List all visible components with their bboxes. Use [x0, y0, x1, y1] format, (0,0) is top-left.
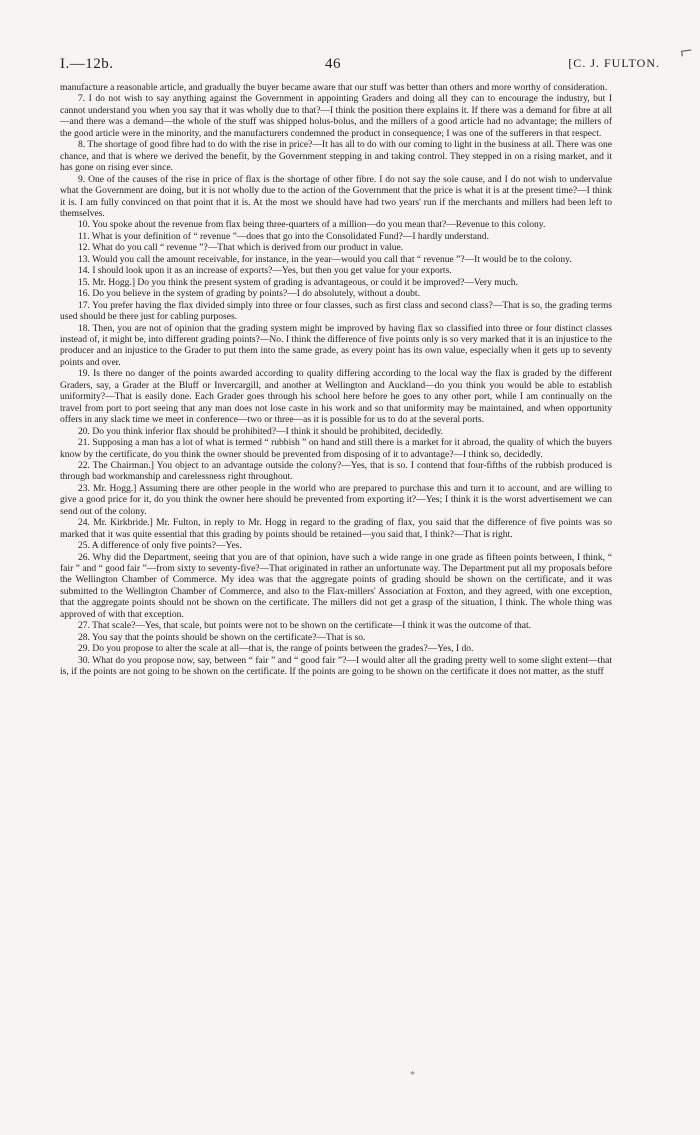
paragraph: 13. Would you call the amount receivable, for instance, in the year—would you call that “ revenue ”?—It would be to the colony. [78, 253, 572, 265]
running-header [60, 56, 660, 78]
paragraph: 11. What is your definition of “ revenue ”—does that go into the Consolidated Fund?—I hardly understand. [78, 230, 489, 242]
paragraph: 20. Do you think inferior flax should be prohibited?—I think it should be prohibited, decidedly. [78, 425, 444, 437]
paragraph: 23. Mr. Hogg.] Assuming there are other people in the world who are prepared to purchase this and turn it to account, and are willing to give a good price for it, do you think the owner here should be prevented from exporting it?—Yes; I think it is the worst advertisement we can send out of the colony. [60, 482, 612, 517]
paragraph: 24. Mr. Kirkbride.] Mr. Fulton, in reply to Mr. Hogg in regard to the grading of flax, you said that the difference of five points was so marked that it was quite essential that this grading by points should be retained—you said that, I think?—That is right. [60, 517, 612, 540]
witness-name: [C. J. FULTON. [568, 56, 660, 70]
paragraph: 21. Supposing a man has a lot of what is termed “ rubbish ” on hand and still there is a market for it abroad, the quality of which the buyers know by the certificate, do you think the owner should be prevented from disposing of it to advantage?—I think so, decidedly. [60, 437, 612, 460]
paragraph: 7. I do not wish to say anything against the Government in appointing Graders and doing all they can to encourage the industry, but I cannot understand you when you say that it was wholly due to that?—I think the position there explains it. If there was a demand for fibre at all—and there was a demand—the whole of the stuff was shipped holus-bolus, and the millers of a good article had no advantage; the millers of the good article were in the minority, and the manufacturers condemned the product in consequence; I was one of the sufferers in that respect. [60, 93, 612, 139]
evidence-text [60, 82, 612, 678]
paragraph: 9. One of the causes of the rise in price of flax is the shortage of other fibre. I do not say the sole cause, and I do not wish to undervalue what the Government are doing, but it is not wholly due to the action of the Government that the price is what it is at the present time?—I think it is. I am fully convinced on that point that it is. At the most we should have had two years' run if the merchants and millers had been left to themselves. [60, 173, 612, 219]
paragraph: 18. Then, you are not of opinion that the grading system might be improved by having flax so classified into three or four distinct classes instead of, it might be, into different grading points?—No. I think the difference of five points only is so very marked that it is an injustice to the producer and an injustice to the Grader to put them into the same grade, as every point has its own value, especially when it gets up to seventy points and over. [60, 322, 612, 368]
page-number: 46 [325, 56, 341, 72]
paragraph: 30. What do you propose now, say, between “ fair ” and “ good fair ”?—I would alter all the grading pretty well to some slight extent—that is, if the points are not going to be shown on the certificate. If the points are going to be shown on the certificate it does not matter, as the stuff [60, 654, 612, 678]
paragraph: 12. What do you call “ revenue ”?—That which is derived from our product in value. [78, 242, 404, 254]
paragraph: 25. A difference of only five points?—Yes. [78, 540, 242, 552]
stray-ink-mark: * [410, 1070, 415, 1081]
paragraph: 8. The shortage of good fibre had to do with the rise in price?—It has all to do with our coming to light in the business at all. There was one chance, and that is where we derived the benefit, by the Government stepping in and taking control. They stepped in on a rising market, and it has gone on rising ever since. [60, 139, 612, 174]
corner-pencil-mark: ⌐ [677, 37, 694, 64]
report-reference: I.—12b. [60, 56, 114, 72]
paragraph: 17. You prefer having the flax divided simply into three or four classes, such as first class and second class?—That is so, the grading terms used should be there just for cabling purposes. [60, 299, 612, 323]
paragraph: 15. Mr. Hogg.] Do you think the present system of grading is advantageous, or could it be improved?—Very much. [78, 276, 518, 288]
paragraph: 16. Do you believe in the system of grading by points?—I do absolutely, without a doubt. [78, 288, 420, 300]
paragraph: 26. Why did the Department, seeing that you are of that opinion, have such a wide range in one grade as fifteen points between, I think, “ fair ” and “ good fair ”—from sixty to seventy-five?—That originated in rather an unfortunate way. The Department put all my proposals before the Wellington Chamber of Commerce. My idea was that the aggregate points of grading should be shown on the certificate, and it was submitted to the Wellington Chamber of Commerce, and also to the Flax-millers' Association at Foxton, and they agreed, with one exception, that the aggregate points should not be shown on the certificate. The millers did not get a grasp of the situation, I think. The whole thing was approved of with that exception. [60, 551, 612, 620]
paragraph: 19. Is there no danger of the points awarded according to quality differing according to the local way the flax is graded by the different Graders, say, a Grader at the Bluff or Invercargill, and another at Wellington and Auckland—do you think you would be able to establish uniformity?—That is easily done. Each Grader goes through his school here before he goes to any other port, while I am continually on the travel from port to port seeing that any man does not lose caste in his work and so that uniformity may be maintained, and when opportunity offers in any slack time we meet in conference—two or three—as it is possible for us to do at the several ports. [60, 368, 612, 426]
paragraph: manufacture a reasonable article, and gradually the buyer became aware that our stuff was better than others and more worthy of consideration. [60, 82, 608, 93]
paragraph: 27. That scale?—Yes, that scale, but points were not to be shown on the certificate—I think it was the outcome of that. [78, 620, 532, 632]
paragraph: 29. Do you propose to alter the scale at all—that is, the range of points between the grades?—Yes, I do. [78, 643, 474, 655]
paragraph: 14. I should look upon it as an increase of exports?—Yes, but then you get value for your exports. [78, 265, 452, 277]
paragraph: 28. You say that the points should be shown on the certificate?—That is so. [78, 631, 366, 643]
paragraph: 22. The Chairman.] You object to an advantage outside the colony?—Yes, that is so. I contend that four-fifths of the rubbish produced is through bad workmanship and carelessness right throughout. [60, 459, 612, 483]
paragraph: 10. You spoke about the revenue from flax being three-quarters of a million—do you mean that?—Revenue to this colony. [78, 219, 546, 231]
